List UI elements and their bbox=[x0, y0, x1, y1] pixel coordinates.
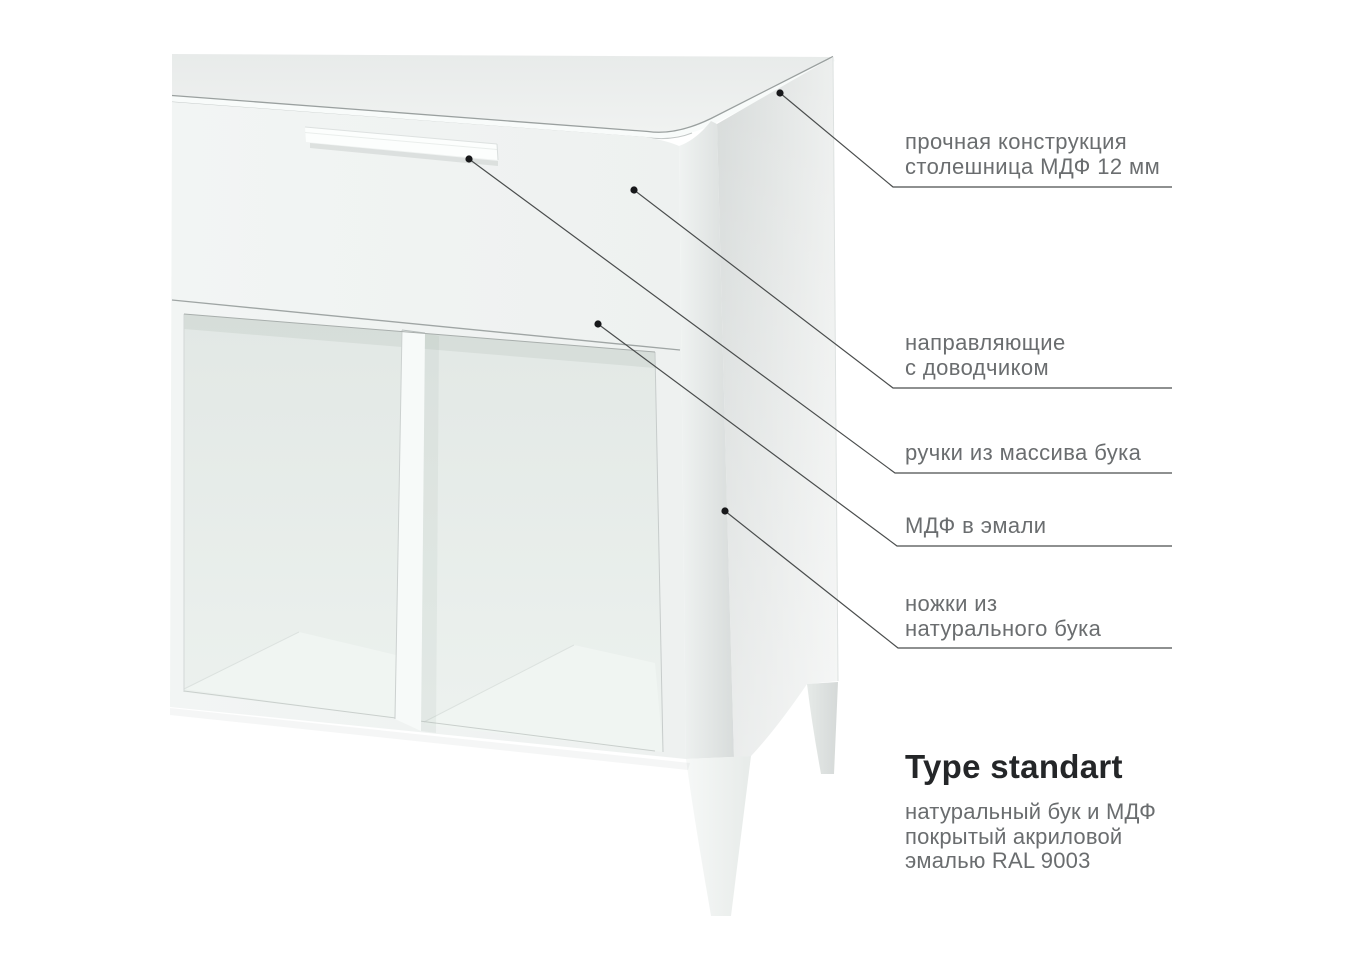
callout-dot-mdf bbox=[594, 320, 601, 327]
callout-label-line: столешница МДФ 12 мм bbox=[905, 153, 1161, 179]
callout-dot-tabletop bbox=[776, 89, 783, 96]
callout-label-tabletop bbox=[905, 130, 1160, 179]
product-description-line: натуральный бук и МДФ bbox=[905, 799, 1157, 824]
callout-label-slides bbox=[905, 331, 1066, 380]
callout-dot-handles bbox=[465, 155, 472, 162]
product-title: Type standart bbox=[905, 748, 1123, 785]
callout-label-line: ножки из bbox=[905, 591, 998, 616]
cabinet-back-leg bbox=[807, 682, 838, 774]
cabinet-side-panel bbox=[717, 57, 838, 757]
callout-label-line: ручки из массива бука bbox=[905, 440, 1142, 465]
callout-dot-legs bbox=[721, 507, 728, 514]
product-description-line: покрытый акриловой bbox=[905, 823, 1123, 849]
product-description-line: эмалью RAL 9003 bbox=[905, 848, 1091, 873]
callout-dot-slides bbox=[630, 186, 637, 193]
callout-label-mdf bbox=[905, 514, 1047, 539]
callout-label-line: с доводчиком bbox=[905, 354, 1049, 380]
cabinet-open-shelves bbox=[184, 314, 663, 752]
callout-label-line: МДФ в эмали bbox=[905, 513, 1047, 538]
product-description bbox=[905, 800, 1156, 874]
callout-label-line: направляющие bbox=[905, 330, 1066, 355]
callout-label-handles bbox=[905, 441, 1141, 466]
cabinet-front-leg bbox=[686, 756, 751, 916]
callout-label-legs bbox=[905, 592, 1101, 641]
callout-label-line: прочная конструкция bbox=[905, 129, 1128, 154]
callout-label-line: натурального бука bbox=[905, 615, 1102, 641]
